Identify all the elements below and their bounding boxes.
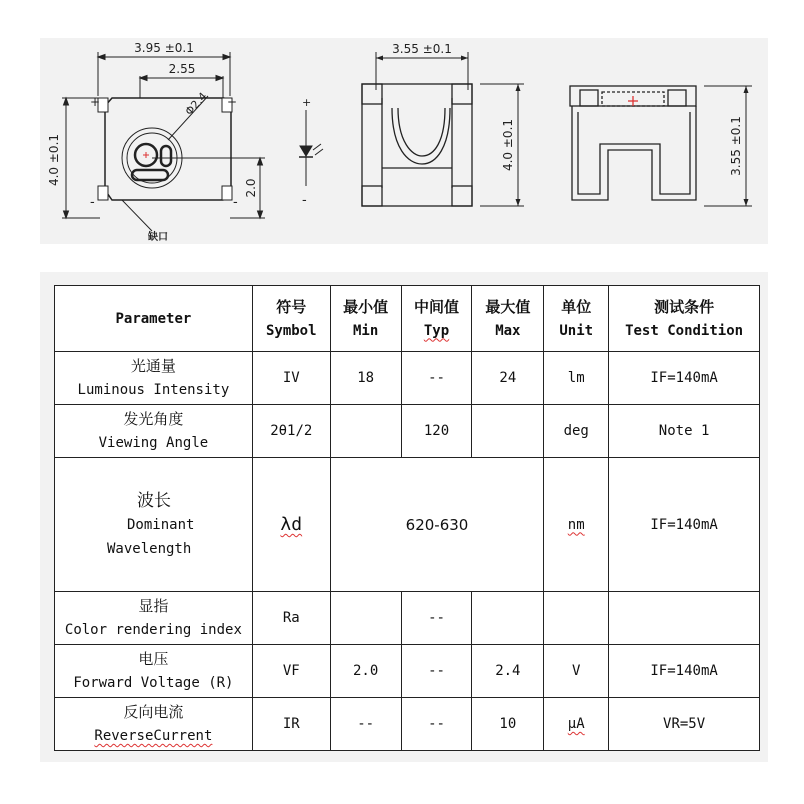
min-cell: -- — [330, 698, 401, 751]
symbol-cell: IR — [252, 698, 330, 751]
min-cell: 2.0 — [330, 645, 401, 698]
max-cell — [472, 405, 544, 458]
diode-symbol — [299, 110, 323, 186]
top-width-dim: 3.95 ±0.1 — [134, 41, 194, 55]
unit-cell: V — [544, 645, 609, 698]
typ-cell: -- — [401, 592, 472, 645]
top-inner-dim: 2.55 — [168, 62, 196, 76]
condition-cell: Note 1 — [609, 405, 760, 458]
header-unit: 单位 Unit — [544, 286, 609, 352]
spec-table-panel — [40, 272, 768, 762]
table-header-row — [55, 286, 760, 352]
symbol-cell: λd — [252, 458, 330, 592]
symbol-cell: IV — [252, 352, 330, 405]
symbol-cell: VF — [252, 645, 330, 698]
max-cell — [472, 592, 544, 645]
condition-cell: IF=140mA — [609, 645, 760, 698]
top-minus-right: - — [233, 195, 238, 210]
header-typ: 中间值 Typ — [401, 286, 472, 352]
min-cell — [330, 592, 401, 645]
unit-cell: nm — [544, 458, 609, 592]
header-min: 最小值 Min — [330, 286, 401, 352]
value-range-cell: 620-630 — [330, 458, 544, 592]
side-width-dim: 3.55 ±0.1 — [392, 42, 452, 56]
max-cell: 24 — [472, 352, 544, 405]
table-row — [55, 405, 760, 458]
max-cell: 2.4 — [472, 645, 544, 698]
table-row — [55, 698, 760, 751]
notch-label: 缺口 — [148, 232, 168, 243]
symbol-cell: Ra — [252, 592, 330, 645]
header-max: 最大值 Max — [472, 286, 544, 352]
top-plus-right: + — [227, 95, 238, 109]
spec-table — [54, 285, 760, 751]
header-parameter: Parameter — [55, 286, 253, 352]
param-cell: 波长 Dominant Wavelength — [55, 458, 253, 592]
param-cell: 发光角度 Viewing Angle — [55, 405, 253, 458]
table-row — [55, 645, 760, 698]
typ-cell: -- — [401, 352, 472, 405]
unit-cell — [544, 592, 609, 645]
dimension-drawings-panel — [40, 38, 768, 244]
condition-cell: IF=140mA — [609, 458, 760, 592]
max-cell: 10 — [472, 698, 544, 751]
min-cell: 18 — [330, 352, 401, 405]
typ-cell: -- — [401, 645, 472, 698]
condition-cell: VR=5V — [609, 698, 760, 751]
condition-cell — [609, 592, 760, 645]
header-symbol: 符号 Symbol — [252, 286, 330, 352]
min-cell — [330, 405, 401, 458]
header-test-condition: 测试条件 Test Condition — [609, 286, 760, 352]
typ-cell: -- — [401, 698, 472, 751]
top-minus-left: - — [90, 195, 95, 210]
unit-cell: μA — [544, 698, 609, 751]
top-diameter-dim: Φ2.4 — [182, 89, 210, 119]
table-row — [55, 352, 760, 405]
param-cell: 光通量 Luminous Intensity — [55, 352, 253, 405]
dimension-drawings — [40, 38, 768, 244]
diode-plus: + — [302, 96, 312, 109]
front-height-dim: 3.55 ±0.1 — [729, 116, 743, 176]
table-row — [55, 458, 760, 592]
side-view-drawing — [362, 52, 524, 206]
typ-cell: 120 — [401, 405, 472, 458]
top-plus-left: + — [90, 95, 101, 109]
unit-cell: deg — [544, 405, 609, 458]
symbol-cell: 2θ1/2 — [252, 405, 330, 458]
param-cell: 电压 Forward Voltage (R) — [55, 645, 253, 698]
side-height-dim: 4.0 ±0.1 — [501, 118, 515, 172]
param-cell: 显指 Color rendering index — [55, 592, 253, 645]
front-view-drawing — [570, 86, 752, 206]
condition-cell: IF=140mA — [609, 352, 760, 405]
top-height-dim: 4.0 ±0.1 — [47, 133, 61, 187]
unit-cell: lm — [544, 352, 609, 405]
param-cell: 反向电流 ReverseCurrent — [55, 698, 253, 751]
top-half-height-dim: 2.0 — [244, 178, 258, 198]
table-row — [55, 592, 760, 645]
diode-minus: - — [302, 193, 307, 208]
